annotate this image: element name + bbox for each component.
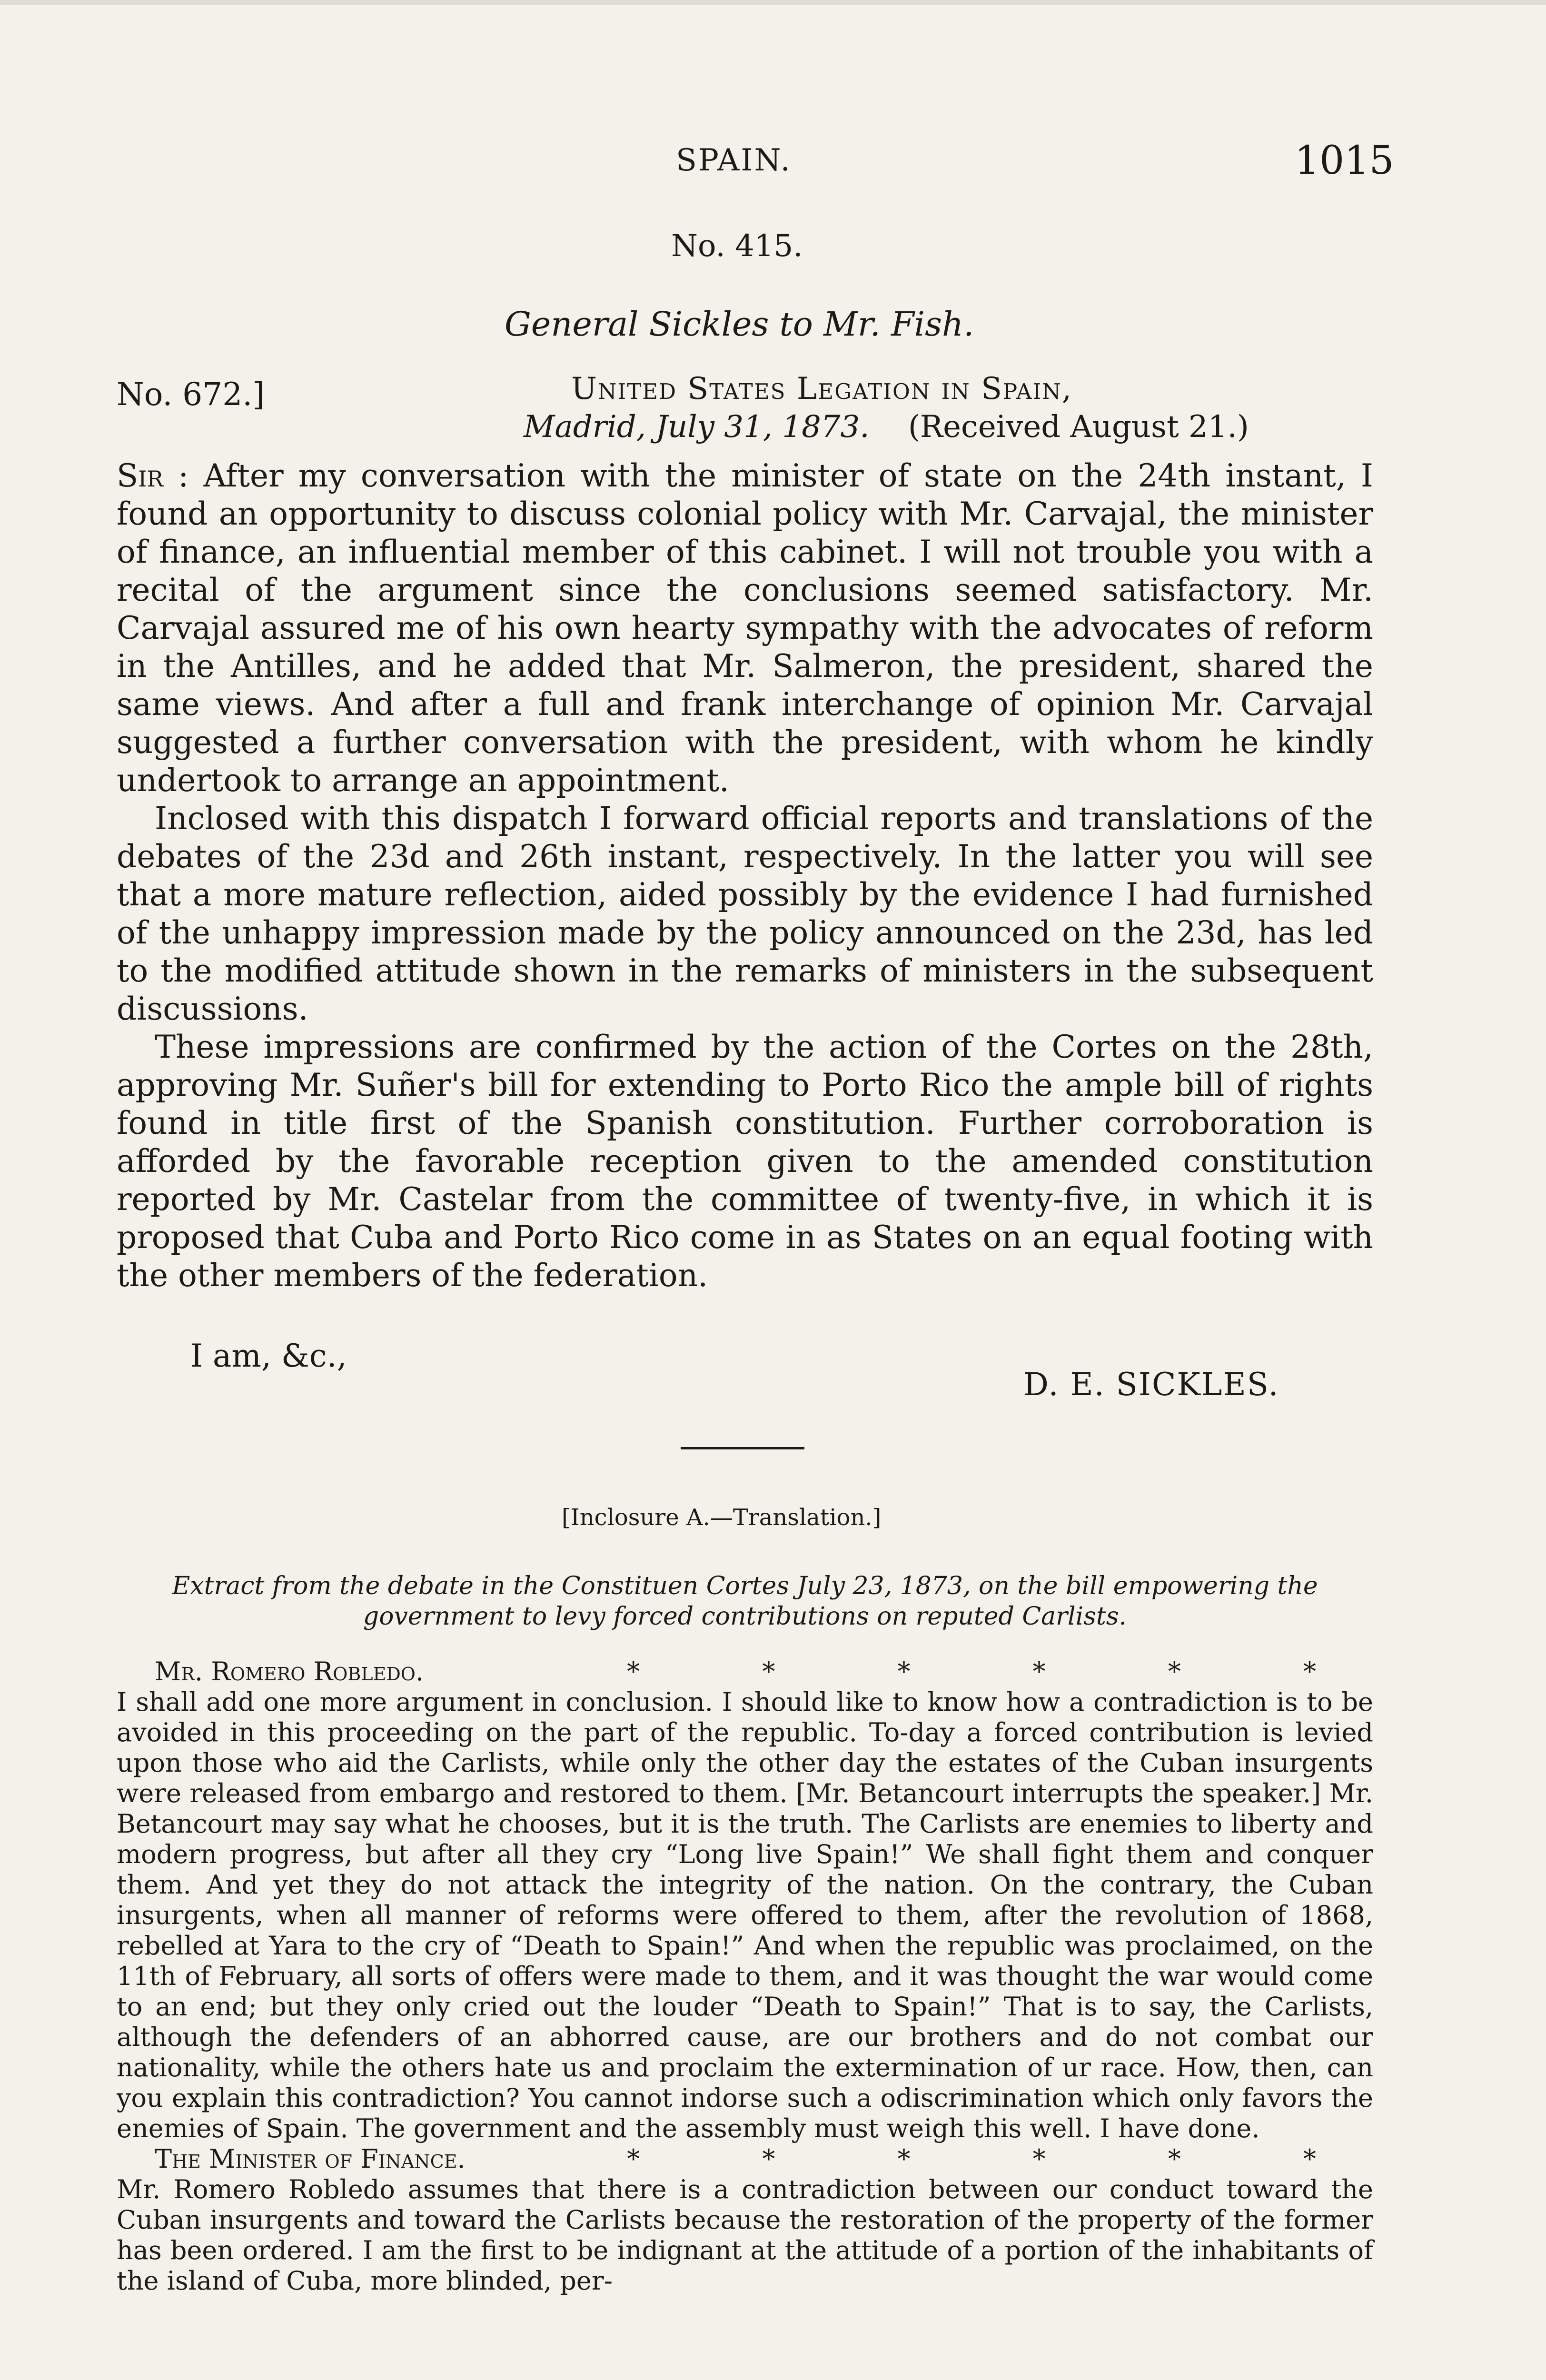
page-top-edge-shadow (0, 0, 1546, 5)
salutation: Sir : (117, 457, 189, 494)
page-number: 1015 (1295, 138, 1394, 183)
letter-paragraph: These impressions are confirmed by the action of the Cortes on the 28th, approving Mr. Suñer's bill for extending to Porto Rico the ample bill of rights found in title first of the Spanish constitution. Further corroboration is afforded by the favorable reception given to the amended constitution reported by Mr. Castelar from the committee of twenty-five, in which it is proposed that Cuba and Porto Rico come in as States on an equal footing with the other members of the federation. (117, 1029, 1373, 1294)
reference-number: No. 672.] (117, 376, 265, 413)
ellipsis-stars: * * * * * * (627, 1656, 1373, 1686)
letter-paragraph (117, 457, 1373, 800)
letter-body (117, 457, 1373, 1295)
closing: I am, &c., (190, 1338, 347, 1374)
speaker-line (117, 2144, 1373, 2174)
debate-extract (117, 1656, 1373, 2296)
paragraph-text: After my conversation with the minister of state on the 24th instant, I found an opportunity to discuss colonial policy with Mr. Carvajal, the minister of finance, an influential member of this cabinet. I will not trouble you with a recital of the argument since the conclusions seemed satisfactory. Mr. Carvajal assured me of his own hearty sympathy with the advocates of reform in the Antilles, and he added that Mr. Salmeron, the president, shared the same views. And after a full and frank interchange of opinion Mr. Carvajal suggested a further conversation with the president, with whom he kindly undertook to arrange an appointment. (117, 457, 1373, 799)
legation-line: United States Legation in Spain, (571, 371, 1073, 407)
speaker-line (117, 1656, 1373, 1687)
speech-text: I shall add one more argument in conclusion. I should like to know how a contradiction is to be avoided in this proceeding on the part of the republic. To-day a forced contribution is levied upon those who aid the Carlists, while only the other day the estates of the Cuban insurgents were released from embargo and restored to them. [Mr. Betancourt interrupts the speaker.] Mr. Betancourt may say what he chooses, but it is the truth. The Carlists are enemies to liberty and modern progress, but after all they cry “Long live Spain!” We shall fight them and conquer them. And yet they do not attack the integrity of the nation. On the contrary, the Cuban insurgents, when all manner of reforms were offered to them, after the revolution of 1868, rebelled at Yara to the cry of “Death to Spain!” And when the republic was proclaimed, on the 11th of February, all sorts of offers were made to them, and it was thought the war would come to an end; but they only cried out the louder “Death to Spain!” That is to say, the Carlists, although the defenders of an abhorred cause, are our brothers and do not combat our nationality, while the others hate us and proclaim the extermination of ur race. How, then, can you explain this contradiction? You cannot indorse such a odiscrimination which only favors the enemies of Spain. The government and the assembly must weigh this well. I have done. (117, 1687, 1373, 2143)
ellipsis-stars: * * * * * * (627, 2144, 1373, 2174)
document-number: No. 415. (671, 228, 803, 264)
letter-paragraph: Inclosed with this dispatch I forward official reports and translations of the debates of the 23d and 26th instant, respectively. In the latter you will see that a more mature reflection, aided possibly by the evidence I had furnished of the unhappy impression made by the policy announced on the 23d, has led to the modified attitude shown in the remarks of ministers in the subsequent discussions. (117, 800, 1373, 1027)
extract-heading: Extract from the debate in the Constituen Cortes July 23, 1873, on the bill empowering the government to levy forced contributions on reputed Carlists. (172, 1572, 1318, 1631)
letter-title: General Sickles to Mr. Fish. (505, 305, 974, 344)
place-date: Madrid, July 31, 1873. (524, 409, 870, 445)
dateline (524, 409, 1249, 445)
running-header: SPAIN. (676, 143, 792, 178)
speaker-name: The Minister of Finance. (155, 2144, 466, 2174)
speech-text: Mr. Romero Robledo assumes that there is a contradiction between our conduct toward the Cuban insurgents and toward the Carlists because the restoration of the property of the former has been ordered. I am the first to be indignant at the attitude of a portion of the inhabitants of the island of Cuba, more blinded, per- (117, 2174, 1373, 2296)
received-date: (Received August 21.) (908, 409, 1249, 445)
speaker-name: Mr. Romero Robledo. (155, 1656, 424, 1686)
inclosure-label: [Inclosure A.—Translation.] (562, 1504, 882, 1531)
section-divider (681, 1447, 804, 1449)
signature: D. E. SICKLES. (1023, 1366, 1279, 1403)
